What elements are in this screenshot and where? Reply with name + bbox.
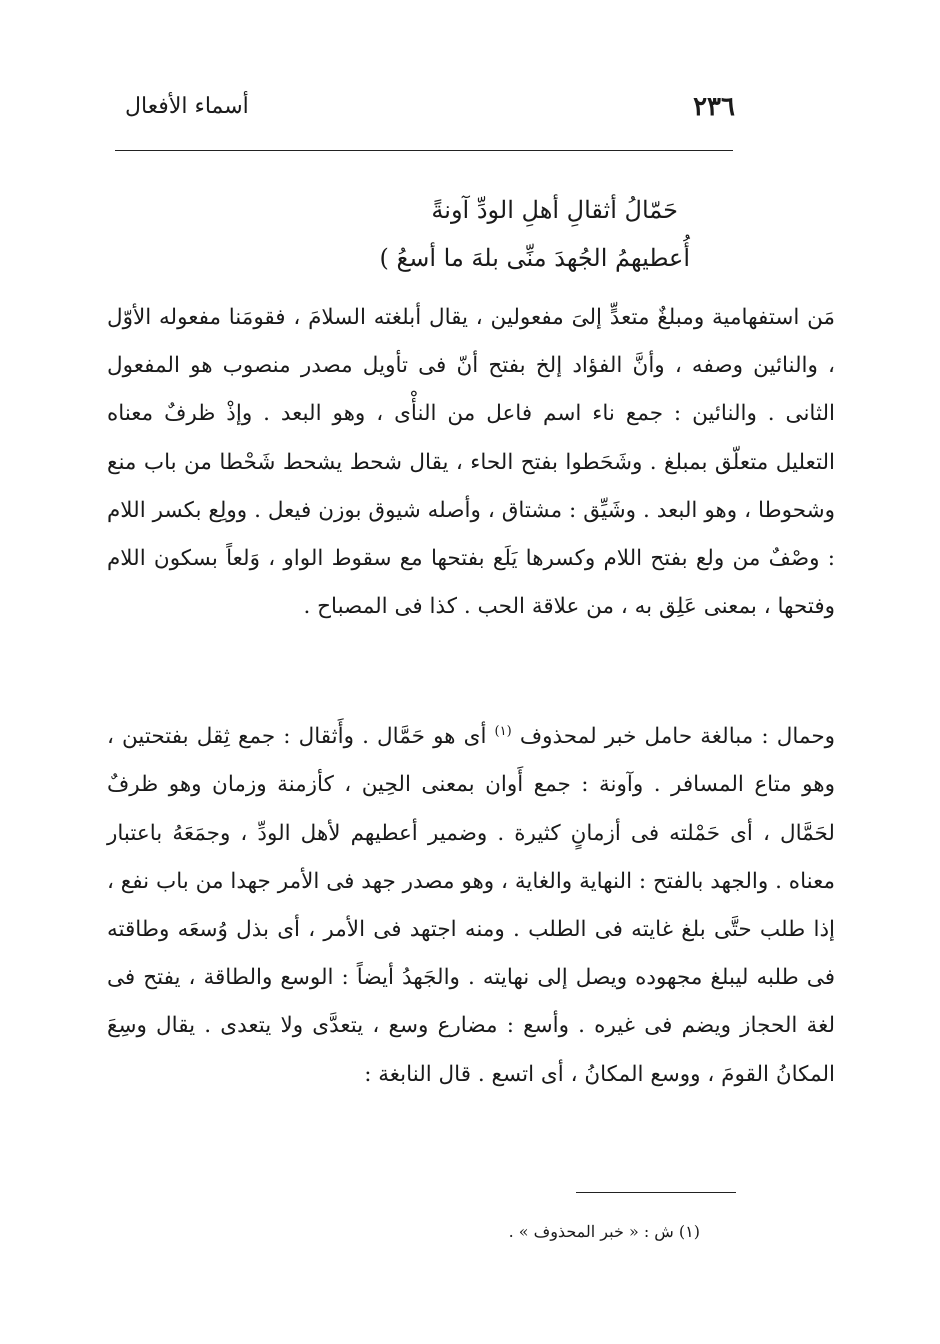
running-title: أسماء الأفعال [125, 94, 249, 119]
paragraph-text: مَن استفهامية ومبلغٌ متعدٍّ إلىَ مفعولين ، يقال أبلغته السلامَ ، فقومَنا مفعوله الأوّل ، والنائين وصفه ، وأنَّ الفؤاد إلخ بفتح أنّ فى تأويل مصدر منصوب هو المفعول الثانى . والنائين : جمع ناء اسم فاعل من النأْى ، وهو البعد . وإذْ ظرفٌ معناه التعليل متعلّق بمبلغ . وشَحَطوا بفتح الحاء ، يقال شحط يشحط شَحْطا من باب منع وشحوطا ، وهو البعد . وشَيِّق : مشتاق ، وأصله شيوق بوزن فيعل . وولِع بكسر اللام : وصْفٌ من ولع بفتح اللام وكسرها يَلَع بفتحها مع سقوط الواو ، وَلعاً بسكون اللام وفتحها ، بمعنى عَلِق به ، من علاقة الحب . كذا فى المصباح . [107, 305, 835, 620]
paragraph-text-start: وحمال : مبالغة حامل خبر لمحذوف [519, 724, 835, 750]
page-number: ٢٣٦ [693, 92, 735, 122]
footnote-divider [576, 1192, 736, 1193]
paragraph-text-rest: أى هو حَمَّال . وأَثقال : جمع ثِقل بفتحتين ، وهو متاع المسافر . وآونة : جمع أَوان بمعنى الحِين ، كأزمنة وزمان وهو ظرفٌ لحَمَّال ، أى حَمْلته فى أزمانٍ كثيرة . وضمير أعطيهم لأهل الودِّ ، وجمَعَهُ باعتبار معناه . والجهد بالفتح : النهاية والغاية ، وهو مصدر جهد فى الأمر جهدا من باب نفع ، إذا طلب حتَّى بلغ غايته فى الطلب . ومنه اجتهد فى الأمر ، أى بذل وُسعَه وطاقته فى طلبه ليبلغ مجهوده ويصل إلى نهايته . والجَهدُ أيضاً : الوسع والطاقة ، يفتح فى لغة الحجاز ويضم فى غيره . وأسع : مضارع وسع ، يتعدَّى ولا يتعدى . يقال وسِعَ المكانُ القومَ ، ووسع المكانُ ، أى اتسع . قال النابغة : [107, 724, 835, 1087]
commentary-paragraph-1 [107, 294, 835, 631]
footnote: (١) ش : « خبر المحذوف » . [508, 1222, 700, 1241]
paragraph-text [107, 708, 835, 1099]
page-header [115, 88, 735, 132]
footnote-reference: (١) [494, 724, 512, 739]
verse-line-2: أُعطيهمُ الجُهدَ منِّى بلهَ ما أسعُ ) [379, 244, 690, 272]
header-divider [115, 150, 733, 151]
verse-line-1: حَمّالُ أثقالِ أهلِ الودِّ آونةً [431, 196, 678, 224]
commentary-paragraph-2 [107, 708, 835, 1099]
